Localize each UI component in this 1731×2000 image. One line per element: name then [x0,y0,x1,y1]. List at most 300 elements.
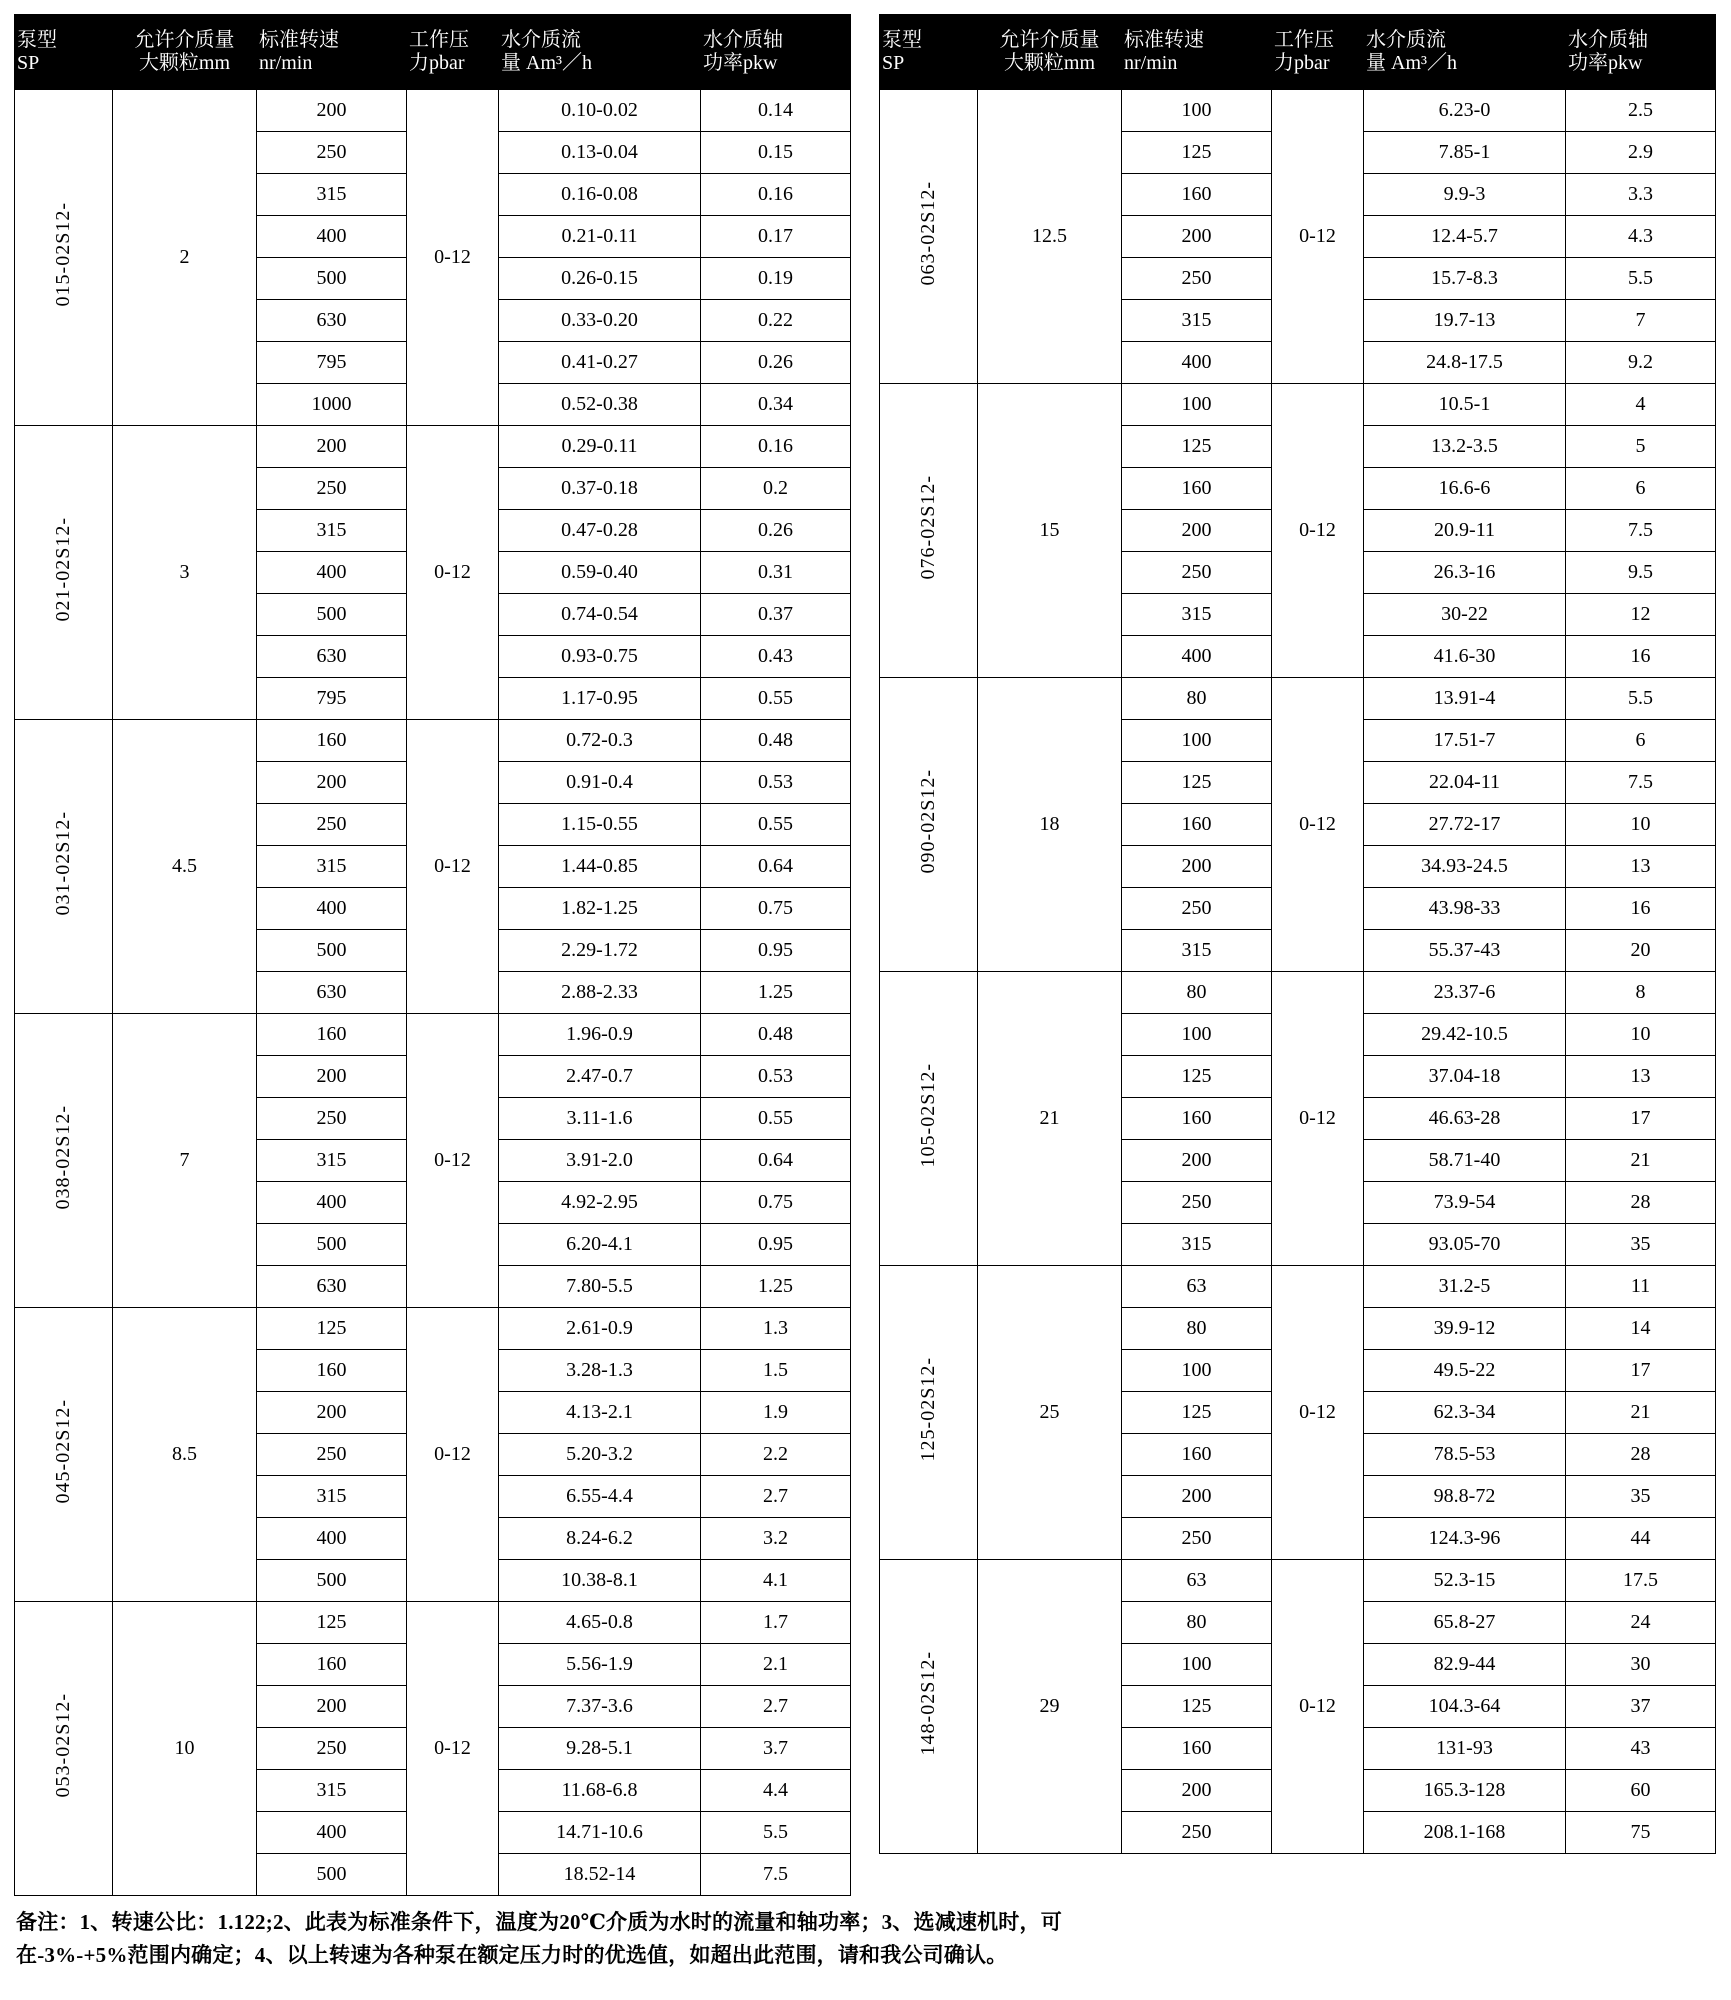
speed-cell: 250 [1122,258,1272,300]
table-row [15,426,851,468]
power-cell: 6 [1566,720,1716,762]
flow-cell: 39.9-12 [1364,1308,1566,1350]
flow-cell: 26.3-16 [1364,552,1566,594]
speed-cell: 100 [1122,720,1272,762]
power-cell: 44 [1566,1518,1716,1560]
power-cell: 3.3 [1566,174,1716,216]
table-row [15,720,851,762]
power-cell: 7 [1566,300,1716,342]
column-header-4 [1364,15,1566,90]
column-header-4 [499,15,701,90]
pressure-cell: 0-12 [1272,678,1364,972]
flow-cell: 5.20-3.2 [499,1434,701,1476]
speed-cell: 250 [1122,1182,1272,1224]
flow-cell: 0.10-0.02 [499,90,701,132]
pump-model-cell [880,1560,978,1854]
flow-cell: 55.37-43 [1364,930,1566,972]
flow-cell: 22.04-11 [1364,762,1566,804]
speed-cell: 500 [257,1854,407,1896]
column-header-line1: 水介质流 [501,29,581,51]
flow-cell: 0.26-0.15 [499,258,701,300]
speed-cell: 500 [257,1560,407,1602]
column-header-line2: 大颗粒mm [138,52,231,74]
flow-cell: 0.91-0.4 [499,762,701,804]
footer-notes [14,1906,1717,1971]
column-header-line2: 功率pkw [703,52,778,74]
speed-cell: 80 [1122,678,1272,720]
column-header-line1: 标准转速 [259,29,339,51]
flow-cell: 73.9-54 [1364,1182,1566,1224]
speed-cell: 1000 [257,384,407,426]
power-cell: 37 [1566,1686,1716,1728]
table-row [15,90,851,132]
particle-size-cell: 15 [978,384,1122,678]
particle-size-cell: 8.5 [113,1308,257,1602]
power-cell: 24 [1566,1602,1716,1644]
speed-cell: 250 [257,468,407,510]
column-header-line2: 量 Am³／h [1366,52,1457,74]
table-body-left [15,90,851,1896]
pump-spec-table-left [14,14,851,1896]
speed-cell: 200 [257,1056,407,1098]
flow-cell: 0.47-0.28 [499,510,701,552]
speed-cell: 160 [257,1014,407,1056]
speed-cell: 250 [1122,1812,1272,1854]
pressure-cell: 0-12 [1272,972,1364,1266]
flow-cell: 52.3-15 [1364,1560,1566,1602]
power-cell: 0.53 [701,762,851,804]
flow-cell: 19.7-13 [1364,300,1566,342]
power-cell: 0.34 [701,384,851,426]
speed-cell: 125 [1122,132,1272,174]
pump-model-label: 031-02S12- [52,811,74,916]
flow-cell: 7.37-3.6 [499,1686,701,1728]
power-cell: 28 [1566,1182,1716,1224]
speed-cell: 315 [1122,930,1272,972]
flow-cell: 27.72-17 [1364,804,1566,846]
power-cell: 5.5 [701,1812,851,1854]
power-cell: 0.19 [701,258,851,300]
power-cell: 0.37 [701,594,851,636]
flow-cell: 104.3-64 [1364,1686,1566,1728]
power-cell: 43 [1566,1728,1716,1770]
pump-spec-table-right [879,14,1716,1854]
power-cell: 17.5 [1566,1560,1716,1602]
pump-model-label: 015-02S12- [52,202,74,307]
table-row [15,1308,851,1350]
flow-cell: 7.85-1 [1364,132,1566,174]
power-cell: 13 [1566,846,1716,888]
power-cell: 0.95 [701,930,851,972]
column-header-line2: nr/min [259,52,313,74]
flow-cell: 0.37-0.18 [499,468,701,510]
speed-cell: 315 [257,510,407,552]
power-cell: 1.3 [701,1308,851,1350]
flow-cell: 0.74-0.54 [499,594,701,636]
flow-cell: 15.7-8.3 [1364,258,1566,300]
flow-cell: 10.5-1 [1364,384,1566,426]
flow-cell: 6.55-4.4 [499,1476,701,1518]
column-header-line2: SP [882,52,905,74]
flow-cell: 0.59-0.40 [499,552,701,594]
pump-model-label: 090-02S12- [917,769,939,874]
speed-cell: 400 [1122,636,1272,678]
speed-cell: 100 [1122,1014,1272,1056]
power-cell: 1.7 [701,1602,851,1644]
power-cell: 0.48 [701,720,851,762]
speed-cell: 400 [257,552,407,594]
pressure-cell: 0-12 [407,1308,499,1602]
speed-cell: 80 [1122,972,1272,1014]
column-header-5 [701,15,851,90]
power-cell: 35 [1566,1224,1716,1266]
table-row [15,1602,851,1644]
power-cell: 7.5 [701,1854,851,1896]
power-cell: 6 [1566,468,1716,510]
column-header-line2: 量 Am³／h [501,52,592,74]
column-header-line1: 工作压 [409,29,469,51]
flow-cell: 0.72-0.3 [499,720,701,762]
speed-cell: 160 [1122,1098,1272,1140]
power-cell: 0.14 [701,90,851,132]
pump-model-cell [880,972,978,1266]
flow-cell: 2.29-1.72 [499,930,701,972]
pressure-cell: 0-12 [1272,1266,1364,1560]
power-cell: 0.31 [701,552,851,594]
flow-cell: 1.15-0.55 [499,804,701,846]
flow-cell: 2.61-0.9 [499,1308,701,1350]
flow-cell: 62.3-34 [1364,1392,1566,1434]
power-cell: 0.95 [701,1224,851,1266]
flow-cell: 41.6-30 [1364,636,1566,678]
column-header-line1: 水介质流 [1366,29,1446,51]
speed-cell: 125 [1122,426,1272,468]
column-header-line2: SP [17,52,40,74]
pump-model-cell [880,678,978,972]
particle-size-cell: 10 [113,1602,257,1896]
power-cell: 35 [1566,1476,1716,1518]
speed-cell: 250 [1122,888,1272,930]
speed-cell: 200 [1122,846,1272,888]
power-cell: 0.16 [701,174,851,216]
flow-cell: 0.33-0.20 [499,300,701,342]
flow-cell: 0.21-0.11 [499,216,701,258]
note-line-1: 备注：1、转速公比：1.122;2、此表为标准条件下，温度为20℃介质为水时的流量和轴功率；3、选减速机时，可 [16,1910,1062,1934]
flow-cell: 30-22 [1364,594,1566,636]
flow-cell: 98.8-72 [1364,1476,1566,1518]
flow-cell: 5.56-1.9 [499,1644,701,1686]
flow-cell: 124.3-96 [1364,1518,1566,1560]
power-cell: 11 [1566,1266,1716,1308]
column-header-line1: 标准转速 [1124,29,1204,51]
speed-cell: 125 [257,1602,407,1644]
power-cell: 0.15 [701,132,851,174]
power-cell: 17 [1566,1098,1716,1140]
table-row [15,1014,851,1056]
speed-cell: 160 [1122,1728,1272,1770]
particle-size-cell: 18 [978,678,1122,972]
flow-cell: 4.65-0.8 [499,1602,701,1644]
power-cell: 4.3 [1566,216,1716,258]
table-row [880,1266,1716,1308]
column-header-line1: 泵型 [17,29,57,51]
power-cell: 0.22 [701,300,851,342]
pump-model-cell [15,426,113,720]
speed-cell: 80 [1122,1308,1272,1350]
speed-cell: 795 [257,342,407,384]
speed-cell: 125 [1122,1392,1272,1434]
flow-cell: 93.05-70 [1364,1224,1566,1266]
flow-cell: 0.16-0.08 [499,174,701,216]
flow-cell: 0.13-0.04 [499,132,701,174]
pump-model-label: 105-02S12- [917,1063,939,1168]
speed-cell: 125 [257,1308,407,1350]
pump-model-cell [15,1602,113,1896]
power-cell: 10 [1566,804,1716,846]
speed-cell: 200 [1122,1140,1272,1182]
column-header-line1: 允许介质量 [999,29,1100,51]
speed-cell: 160 [257,720,407,762]
power-cell: 0.2 [701,468,851,510]
speed-cell: 315 [1122,300,1272,342]
pressure-cell: 0-12 [1272,1560,1364,1854]
flow-cell: 58.71-40 [1364,1140,1566,1182]
pump-model-cell [15,1014,113,1308]
pump-model-label: 053-02S12- [52,1693,74,1798]
speed-cell: 125 [1122,1686,1272,1728]
power-cell: 9.5 [1566,552,1716,594]
power-cell: 1.5 [701,1350,851,1392]
column-header-2 [1122,15,1272,90]
speed-cell: 200 [1122,216,1272,258]
flow-cell: 24.8-17.5 [1364,342,1566,384]
power-cell: 12 [1566,594,1716,636]
speed-cell: 200 [1122,1476,1272,1518]
speed-cell: 100 [1122,90,1272,132]
pressure-cell: 0-12 [1272,384,1364,678]
power-cell: 0.26 [701,342,851,384]
power-cell: 2.5 [1566,90,1716,132]
power-cell: 20 [1566,930,1716,972]
speed-cell: 160 [1122,174,1272,216]
flow-cell: 9.9-3 [1364,174,1566,216]
flow-cell: 165.3-128 [1364,1770,1566,1812]
speed-cell: 400 [257,216,407,258]
pump-model-cell [15,1308,113,1602]
power-cell: 0.55 [701,1098,851,1140]
flow-cell: 29.42-10.5 [1364,1014,1566,1056]
flow-cell: 0.93-0.75 [499,636,701,678]
table-row [880,678,1716,720]
speed-cell: 63 [1122,1560,1272,1602]
power-cell: 2.9 [1566,132,1716,174]
power-cell: 17 [1566,1350,1716,1392]
table-header-left [15,15,851,90]
flow-cell: 78.5-53 [1364,1434,1566,1476]
power-cell: 0.55 [701,804,851,846]
flow-cell: 9.28-5.1 [499,1728,701,1770]
power-cell: 5.5 [1566,678,1716,720]
flow-cell: 13.2-3.5 [1364,426,1566,468]
power-cell: 4.1 [701,1560,851,1602]
pump-model-label: 038-02S12- [52,1105,74,1210]
pressure-cell: 0-12 [407,1602,499,1896]
power-cell: 0.75 [701,888,851,930]
power-cell: 2.7 [701,1476,851,1518]
pump-model-cell [880,384,978,678]
power-cell: 30 [1566,1644,1716,1686]
speed-cell: 400 [257,1182,407,1224]
speed-cell: 200 [257,762,407,804]
power-cell: 28 [1566,1434,1716,1476]
flow-cell: 2.47-0.7 [499,1056,701,1098]
particle-size-cell: 21 [978,972,1122,1266]
flow-cell: 0.52-0.38 [499,384,701,426]
speed-cell: 100 [1122,1644,1272,1686]
flow-cell: 3.91-2.0 [499,1140,701,1182]
pressure-cell: 0-12 [407,720,499,1014]
tables-container [14,14,1717,1896]
pump-model-label: 063-02S12- [917,181,939,286]
speed-cell: 250 [257,132,407,174]
power-cell: 0.75 [701,1182,851,1224]
column-header-3 [407,15,499,90]
power-cell: 1.25 [701,972,851,1014]
speed-cell: 630 [257,1266,407,1308]
flow-cell: 8.24-6.2 [499,1518,701,1560]
speed-cell: 315 [257,1770,407,1812]
flow-cell: 82.9-44 [1364,1644,1566,1686]
power-cell: 0.43 [701,636,851,678]
column-header-0 [15,15,113,90]
power-cell: 0.26 [701,510,851,552]
column-header-line1: 水介质轴 [703,29,783,51]
flow-cell: 6.23-0 [1364,90,1566,132]
speed-cell: 160 [1122,468,1272,510]
power-cell: 16 [1566,636,1716,678]
flow-cell: 18.52-14 [499,1854,701,1896]
column-header-line1: 泵型 [882,29,922,51]
flow-cell: 46.63-28 [1364,1098,1566,1140]
power-cell: 4.4 [701,1770,851,1812]
flow-cell: 14.71-10.6 [499,1812,701,1854]
column-header-5 [1566,15,1716,90]
table-row [880,972,1716,1014]
flow-cell: 2.88-2.33 [499,972,701,1014]
particle-size-cell: 25 [978,1266,1122,1560]
table-row [880,1560,1716,1602]
flow-cell: 3.28-1.3 [499,1350,701,1392]
speed-cell: 250 [257,1098,407,1140]
flow-cell: 34.93-24.5 [1364,846,1566,888]
speed-cell: 250 [257,1728,407,1770]
particle-size-cell: 7 [113,1014,257,1308]
power-cell: 3.7 [701,1728,851,1770]
column-header-line2: 大颗粒mm [1003,52,1096,74]
flow-cell: 23.37-6 [1364,972,1566,1014]
power-cell: 14 [1566,1308,1716,1350]
speed-cell: 250 [257,804,407,846]
power-cell: 13 [1566,1056,1716,1098]
power-cell: 0.53 [701,1056,851,1098]
pump-model-label: 148-02S12- [917,1651,939,1756]
speed-cell: 400 [257,888,407,930]
flow-cell: 37.04-18 [1364,1056,1566,1098]
speed-cell: 200 [257,1392,407,1434]
flow-cell: 4.92-2.95 [499,1182,701,1224]
speed-cell: 315 [257,1140,407,1182]
speed-cell: 500 [257,1224,407,1266]
speed-cell: 63 [1122,1266,1272,1308]
speed-cell: 315 [1122,1224,1272,1266]
speed-cell: 200 [1122,1770,1272,1812]
speed-cell: 125 [1122,762,1272,804]
table-body-right [880,90,1716,1854]
flow-cell: 1.82-1.25 [499,888,701,930]
power-cell: 21 [1566,1392,1716,1434]
power-cell: 21 [1566,1140,1716,1182]
speed-cell: 315 [257,846,407,888]
speed-cell: 200 [257,426,407,468]
power-cell: 0.17 [701,216,851,258]
flow-cell: 43.98-33 [1364,888,1566,930]
flow-cell: 7.80-5.5 [499,1266,701,1308]
power-cell: 16 [1566,888,1716,930]
pump-model-cell [15,90,113,426]
power-cell: 1.25 [701,1266,851,1308]
power-cell: 0.16 [701,426,851,468]
speed-cell: 315 [1122,594,1272,636]
speed-cell: 160 [257,1350,407,1392]
flow-cell: 65.8-27 [1364,1602,1566,1644]
flow-cell: 0.41-0.27 [499,342,701,384]
power-cell: 0.55 [701,678,851,720]
flow-cell: 6.20-4.1 [499,1224,701,1266]
particle-size-cell: 4.5 [113,720,257,1014]
pump-model-cell [15,720,113,1014]
flow-cell: 3.11-1.6 [499,1098,701,1140]
pressure-cell: 0-12 [407,90,499,426]
power-cell: 9.2 [1566,342,1716,384]
flow-cell: 11.68-6.8 [499,1770,701,1812]
speed-cell: 630 [257,300,407,342]
flow-cell: 1.17-0.95 [499,678,701,720]
column-header-0 [880,15,978,90]
flow-cell: 0.29-0.11 [499,426,701,468]
speed-cell: 315 [257,1476,407,1518]
pump-model-label: 076-02S12- [917,475,939,580]
speed-cell: 250 [257,1434,407,1476]
column-header-line2: 力pbar [409,52,465,74]
pump-model-label: 125-02S12- [917,1357,939,1462]
speed-cell: 500 [257,930,407,972]
speed-cell: 160 [1122,804,1272,846]
speed-cell: 630 [257,636,407,678]
flow-cell: 16.6-6 [1364,468,1566,510]
column-header-line1: 工作压 [1274,29,1334,51]
pump-model-label: 021-02S12- [52,517,74,622]
column-header-3 [1272,15,1364,90]
column-header-line2: 力pbar [1274,52,1330,74]
flow-cell: 10.38-8.1 [499,1560,701,1602]
column-header-line1: 水介质轴 [1568,29,1648,51]
particle-size-cell: 29 [978,1560,1122,1854]
power-cell: 2.1 [701,1644,851,1686]
flow-cell: 208.1-168 [1364,1812,1566,1854]
flow-cell: 1.96-0.9 [499,1014,701,1056]
speed-cell: 400 [257,1518,407,1560]
speed-cell: 315 [257,174,407,216]
